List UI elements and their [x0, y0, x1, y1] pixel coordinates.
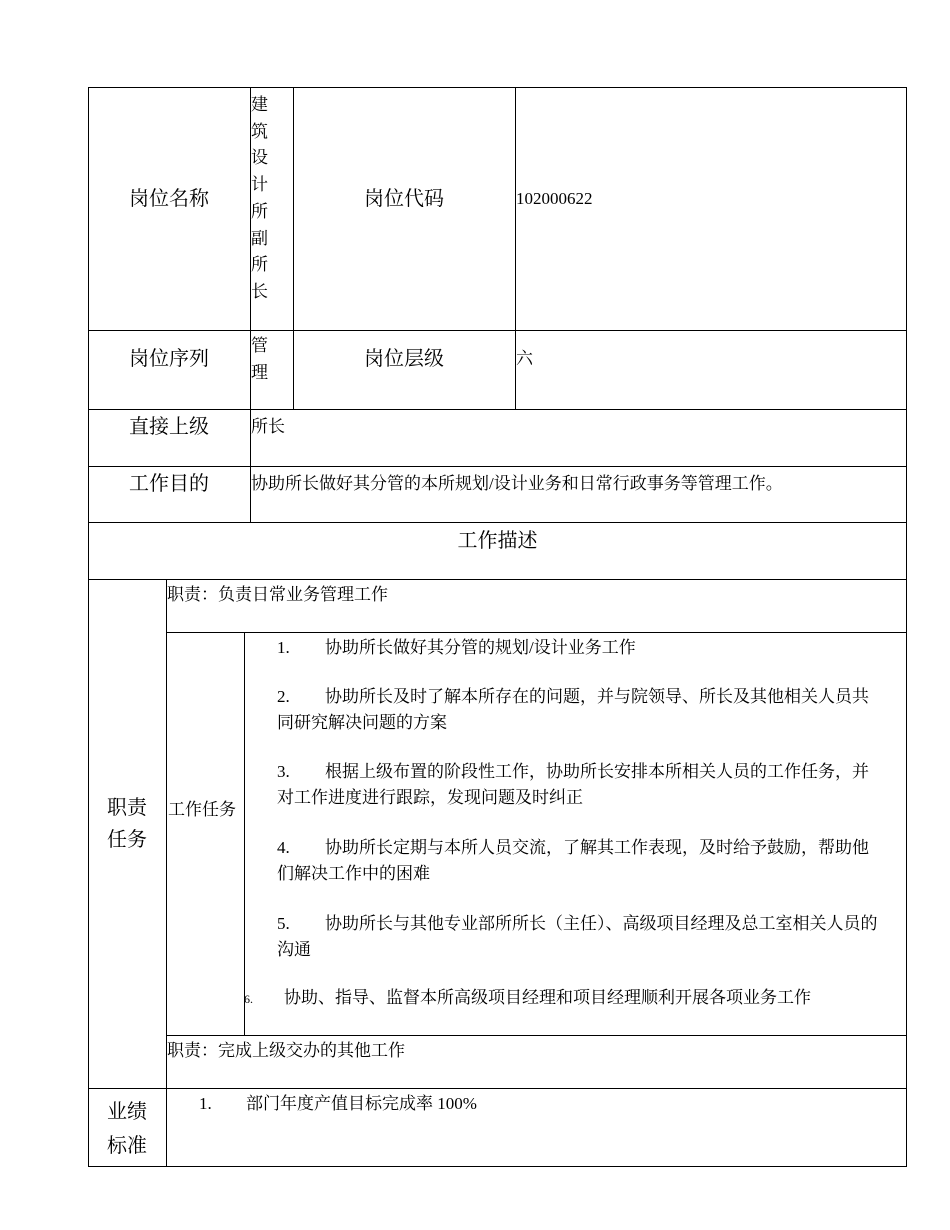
position-name-label: 岗位名称: [129, 188, 209, 210]
position-name-value: 建筑设计所副所长: [251, 95, 268, 301]
purpose-value: 协助所长做好其分管的本所规划/设计业务和日常行政事务等管理工作。: [251, 474, 783, 493]
row-divider: [88, 579, 907, 580]
row-divider: [166, 1035, 907, 1036]
row-divider: [88, 409, 907, 410]
performance-label-line-2: 标准: [107, 1135, 147, 1157]
supervisor-label: 直接上级: [129, 416, 209, 438]
supervisor-value: 所长: [251, 417, 285, 436]
row-divider: [166, 632, 907, 633]
sequence-value: 管理: [251, 336, 268, 382]
duties-label-line-1: 职责: [107, 797, 147, 819]
performance-item: 1. 部门年度产值目标完成率 100%: [199, 1094, 477, 1113]
task-item: 5. 协助所长与其他专业部所所长（主任）、高级项目经理及总工室相关人员的沟通: [277, 914, 878, 959]
task-item: 1. 协助所长做好其分管的规划/设计业务工作: [277, 638, 636, 657]
level-value: 六: [516, 349, 533, 368]
task-item: 6. 协助、指导、监督本所高级项目经理和项目经理顺利开展各项业务工作: [244, 988, 811, 1007]
row-divider: [88, 1088, 907, 1089]
level-label: 岗位层级: [364, 348, 444, 370]
duty-2: 职责：完成上级交办的其他工作: [167, 1041, 405, 1060]
col-divider: [244, 632, 245, 1036]
row-divider: [88, 466, 907, 467]
duty-1: 职责：负责日常业务管理工作: [167, 585, 388, 604]
section-title: 工作描述: [457, 530, 538, 552]
duties-label-line-2: 任务: [107, 829, 147, 851]
performance-label: [88, 1095, 166, 1163]
row-divider: [88, 330, 907, 331]
position-code-label: 岗位代码: [364, 188, 444, 210]
sequence-label: 岗位序列: [129, 348, 209, 370]
purpose-label: 工作目的: [129, 473, 209, 495]
duties-label: [88, 792, 166, 856]
col-divider: [166, 579, 167, 1167]
task-item: 3. 根据上级布置的阶段性工作，协助所长安排本所相关人员的工作任务，并对工作进度进行跟踪，发现问题及时纠正: [277, 762, 869, 807]
tasks-label: 工作任务: [168, 800, 236, 819]
performance-label-line-1: 业绩: [107, 1101, 147, 1123]
position-code-value: 102000622: [516, 189, 593, 208]
row-divider: [88, 522, 907, 523]
task-item: 4. 协助所长定期与本所人员交流，了解其工作表现，及时给予鼓励，帮助他们解决工作中的困难: [277, 838, 869, 883]
task-item: 2. 协助所长及时了解本所存在的问题，并与院领导、所长及其他相关人员共同研究解决问题的方案: [277, 687, 869, 732]
